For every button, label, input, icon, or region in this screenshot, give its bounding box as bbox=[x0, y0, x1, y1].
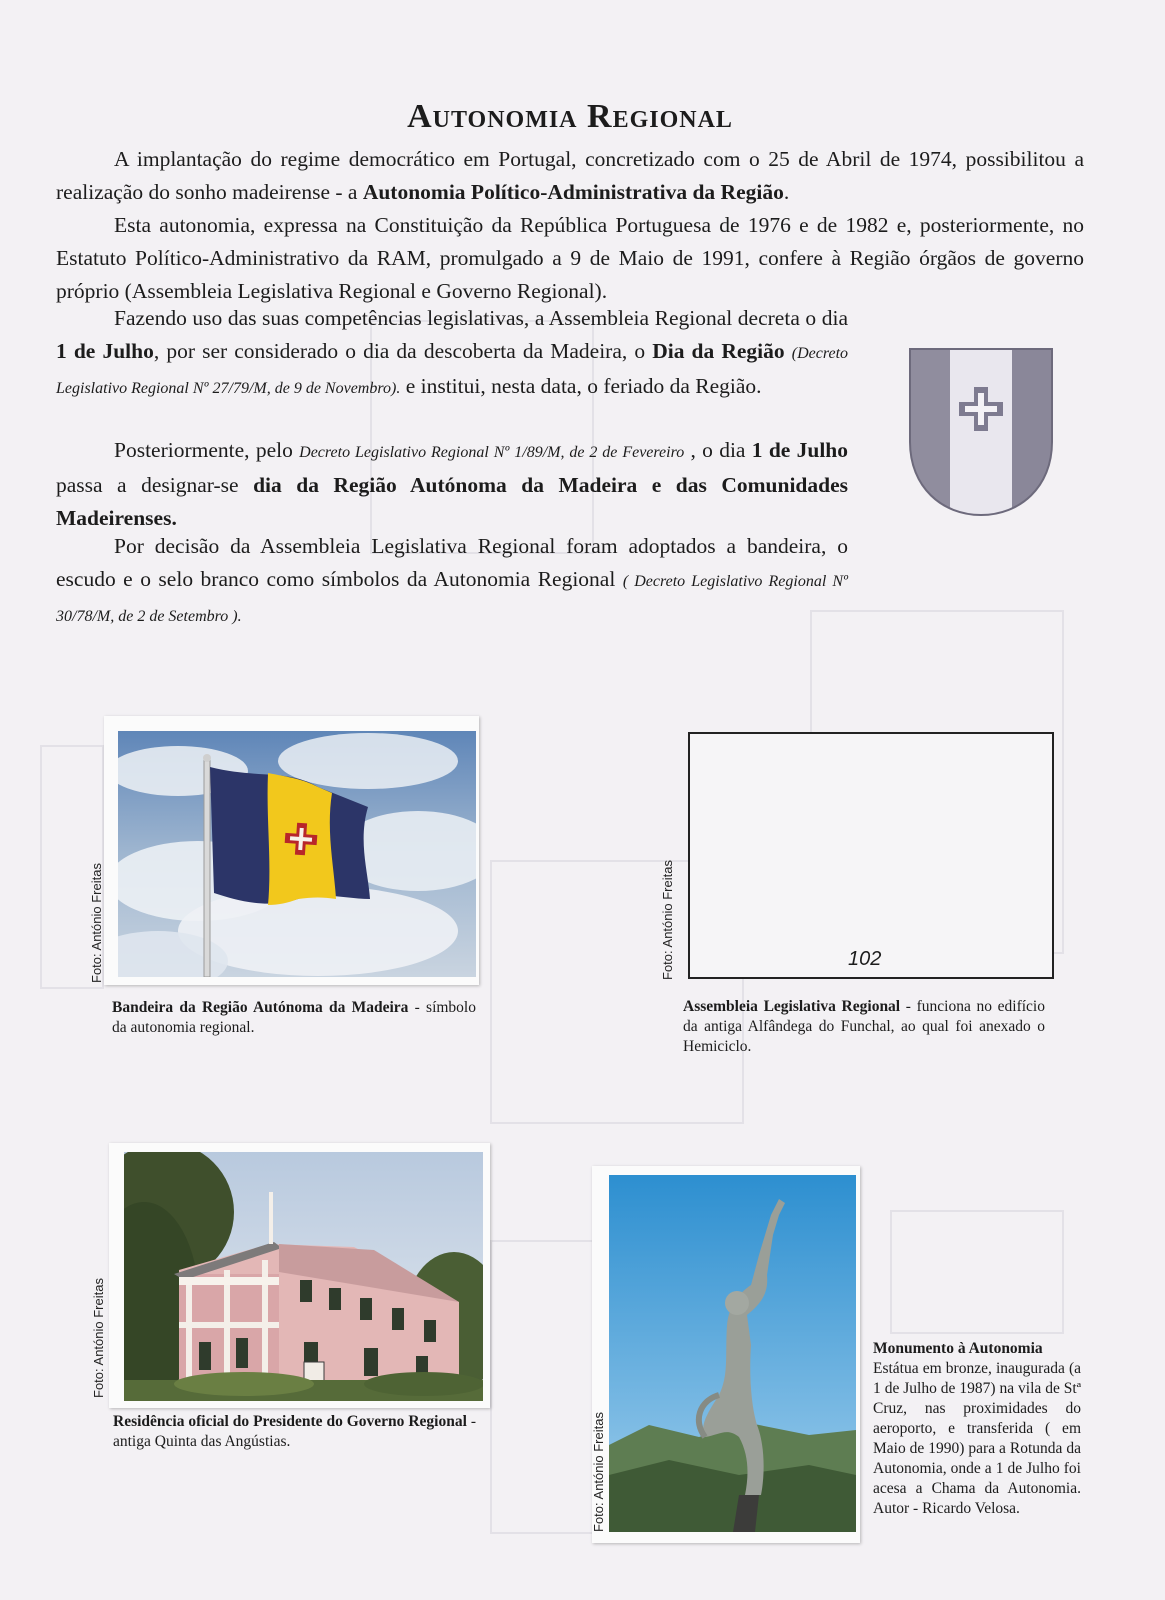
assembly-photo-frame bbox=[688, 732, 1054, 979]
paragraph-1: A implantação do regime democrático em Portugal, concretizado com o 25 de Abril de 1974, possibilitou a realização do sonho madeirense - a Autonomia Político-Administrativa da Região. bbox=[56, 147, 1084, 204]
assembly-caption: Assembleia Legislativa Regional - funciona no edifício da antiga Alfândega do Funchal, ao qual foi anexado o Hemiciclo. bbox=[683, 998, 1045, 1055]
flag-caption: Bandeira da Região Autónoma da Madeira - símbolo da autonomia regional. bbox=[112, 999, 476, 1036]
photo-credit-monument: Foto: António Freitas bbox=[591, 1412, 606, 1532]
residence-caption: Residência oficial do Presidente do Governo Regional - antiga Quinta das Angústias. bbox=[113, 1413, 476, 1450]
flag-photo bbox=[118, 731, 476, 977]
regional-shield-emblem bbox=[908, 347, 1054, 517]
paragraph-3: Fazendo uso das suas competências legislativas, a Assembleia Regional decreta o dia 1 de Julho, por ser considerado o dia da descoberta da Madeira, o Dia da Região (Decreto Legislativo Regional Nº 27/79/M, de 9 de Novembro). e institui, nesta data, o feriado da Região. bbox=[56, 306, 849, 398]
show-through-frame bbox=[490, 1240, 604, 1534]
residence-photo bbox=[124, 1152, 483, 1401]
page-number: 102 bbox=[848, 948, 882, 970]
paragraph-2: Esta autonomia, expressa na Constituição da República Portuguesa de 1976 e de 1982 e, posteriormente, no Estatuto Político-Administrativo da RAM, promulgado a 9 de Maio de 1991, confere à Região órgãos de governo próprio (Assembleia Legislativa Regional e Governo Regional). bbox=[56, 213, 1084, 303]
show-through-frame bbox=[890, 1210, 1064, 1334]
monument-caption: Monumento à Autonomia Estátua em bronze, inaugurada (a 1 de Julho de 1987) na vila de Stª Cruz, nas proximidades do aeroporto, e transferida ( em Maio de 1990) para a Rotunda da Autonomia, onde a 1 de Julho foi acesa a Chama da Autonomia. Autor - Ricardo Velosa. bbox=[873, 1340, 1081, 1517]
photo-credit-residence: Foto: António Freitas bbox=[91, 1278, 106, 1398]
paragraph-5: Por decisão da Assembleia Legislativa Regional foram adoptados a bandeira, o escudo e o selo branco como símbolos da Autonomia Regional ( Decreto Legislativo Regional Nº 30/78/M, de 2 de Setembro ). bbox=[56, 534, 849, 625]
photo-credit-assembly: Foto: António Freitas bbox=[660, 860, 675, 980]
monument-photo bbox=[609, 1175, 856, 1532]
photo-credit-flag: Foto: António Freitas bbox=[89, 863, 104, 983]
paragraph-4: Posteriormente, pelo Decreto Legislativo Regional Nº 1/89/M, de 2 de Fevereiro , o dia 1 de Julho passa a designar-se dia da Região Autónoma da Madeira e das Comunidades Madeirenses. bbox=[56, 438, 848, 530]
page-title: Autonomia Regional bbox=[407, 98, 733, 135]
